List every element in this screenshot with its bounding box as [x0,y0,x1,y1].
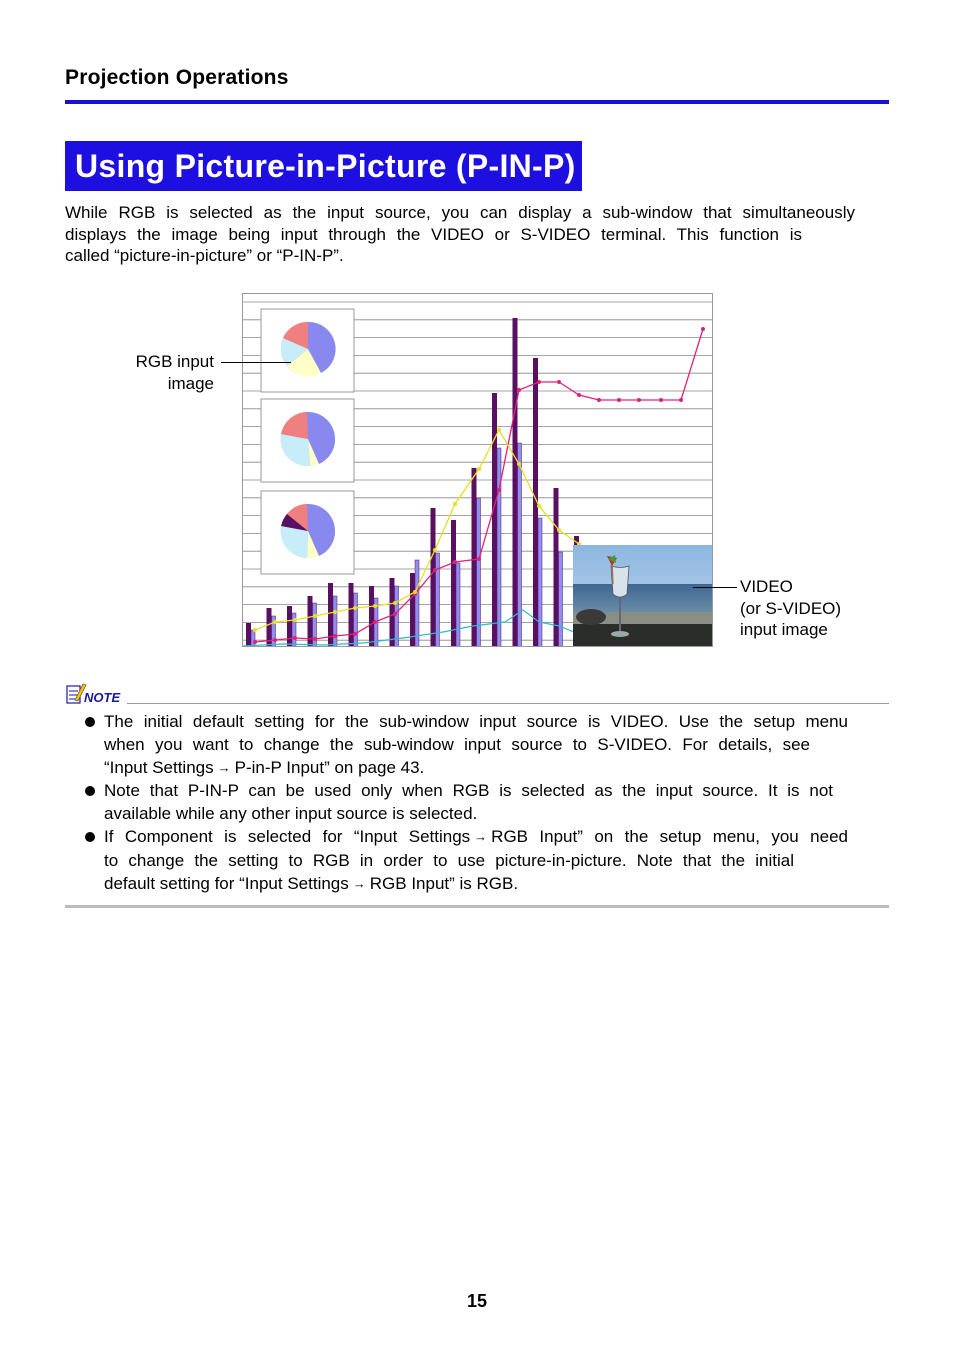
magenta-series-point [393,612,397,616]
yellow-series-point [373,604,377,608]
magenta-series-point [517,388,521,392]
note-bullet-1-line-3 [104,757,848,781]
yellow-series-point [477,467,481,471]
page-number: 15 [466,1291,488,1311]
bullet-dot [85,786,95,796]
rgb-callout-line [221,362,291,363]
arrow-icon: → [474,828,488,844]
video-callout [740,576,841,641]
chart-bar [451,520,456,647]
yellow-series-point [413,590,417,594]
rgb-callout [110,351,214,394]
chart-bar [349,583,354,647]
intro-line-3: called “picture-in-picture” or “P-IN-P”. [65,246,344,265]
video-subwindow [573,545,713,647]
bullet-dot [85,832,95,842]
chart-bar [333,596,337,647]
page-heading: Using Picture-in-Picture (P-IN-P) [65,141,582,191]
magenta-series-point [497,488,501,492]
chart-bar [246,623,251,647]
note-divider [127,703,889,704]
yellow-series-point [497,428,501,432]
chart-bar [472,468,477,647]
note-bullet-2-line-2: available while any other input source is selected. [104,804,478,824]
video-callout-line-3: input image [740,620,828,639]
arrow-icon: → [352,875,366,891]
pie-thumbnail-3 [261,491,354,574]
yellow-series-point [433,548,437,552]
note-bullet-3-text-a: If Component is selected for “Input Settings [104,826,471,846]
magenta-series-point [453,560,457,564]
video-callout-line-1: VIDEO [740,577,793,596]
chart-bar [554,488,559,647]
chart-bar [492,393,497,647]
yellow-series-point [393,601,397,605]
note-bullet-1-line-1: The initial default setting for the sub-window input source is VIDEO. Use the setup menu [104,712,848,731]
chart-bar [395,586,399,647]
section-title: Projection Operations [65,66,289,89]
note-bullet-1-line-2: when you want to change the sub-window input source to S-VIDEO. For details, see [104,734,810,754]
note-bullet-1-text-a: “Input Settings [104,757,214,777]
yellow-series-point [253,628,257,632]
chart-bar [354,593,358,647]
note-bullet-2 [84,780,848,826]
chart-bar [251,630,255,647]
note-bullets [84,711,848,896]
magenta-series-point [659,398,663,402]
magenta-series-point [353,632,357,636]
yellow-series-point [453,502,457,506]
yellow-series-point [313,614,317,618]
rgb-callout-line-2: image [167,373,214,393]
video-callout-line [693,587,737,588]
magenta-series-point [577,393,581,397]
note-bottom-rule [65,905,889,908]
magenta-series-point [433,568,437,572]
note-bullet-3-line-1 [104,826,848,850]
intro-line-2: displays the image being input through the VIDEO or S-VIDEO terminal. This function is [65,224,802,244]
intro-paragraph [65,202,855,267]
chart-bar [497,448,501,647]
magenta-series-point [477,557,481,561]
intro-line-1: While RGB is selected as the input source, you can display a sub-window that simultaneously [65,203,855,222]
chart-bar [559,552,563,647]
arrow-icon: → [217,759,231,775]
magenta-series-point [679,398,683,402]
pie-thumbnail-1 [261,309,354,392]
note-icon-text: NOTE [84,690,121,705]
magenta-series-point [253,640,257,644]
note-bullet-3-text-c: default setting for “Input Settings [104,873,349,893]
magenta-series-point [333,634,337,638]
note-bullet-3-text-d: RGB Input” is RGB. [369,873,519,893]
note-icon [65,682,121,706]
magenta-series-point [701,327,705,331]
chart-bar [538,518,542,647]
magenta-series-point [273,638,277,642]
yellow-series-point [537,504,541,508]
chart-bar [415,560,419,647]
magenta-series-point [313,637,317,641]
video-callout-line-2: (or S-VIDEO) [740,598,842,618]
magenta-series-point [373,620,377,624]
note-bullet-3-line-3 [104,873,848,897]
chart-bar [518,443,522,647]
pie-thumbnail-2 [261,399,354,482]
pip-illustration [242,293,713,647]
yellow-series-point [293,618,297,622]
yellow-series-point [557,528,561,532]
note-bullet-2-line-1: Note that P-IN-P can be used only when RGB is selected as the input source. It is not [104,781,833,801]
pip-illustration-graphic [243,294,713,647]
yellow-series-point [273,620,277,624]
note-bullet-1-text-b: P-in-P Input” on page 43. [234,757,425,777]
section-rule [65,100,889,104]
chart-bar [369,586,374,647]
magenta-series-point [637,398,641,402]
note-bullet-1 [84,711,848,780]
chart-bar [513,318,518,647]
magenta-series-point [537,380,541,384]
bullet-dot [85,717,95,727]
magenta-series-point [293,636,297,640]
note-bullet-3 [84,826,848,896]
chart-bar [456,563,460,647]
note-bullet-3-line-2: to change the setting to RGB in order to use picture-in-picture. Note that the initial [104,850,794,870]
note-header [65,682,889,706]
note-bullet-3-text-b: RGB Input” on the setup menu, you need [491,826,848,846]
yellow-series-point [333,610,337,614]
magenta-series-point [557,380,561,384]
yellow-series-point [517,462,521,466]
chart-bar [287,606,292,647]
rgb-callout-line-1: RGB input [135,352,214,371]
magenta-series-point [617,398,621,402]
yellow-series-point [353,606,357,610]
magenta-series-point [597,398,601,402]
chart-bar [431,508,436,647]
